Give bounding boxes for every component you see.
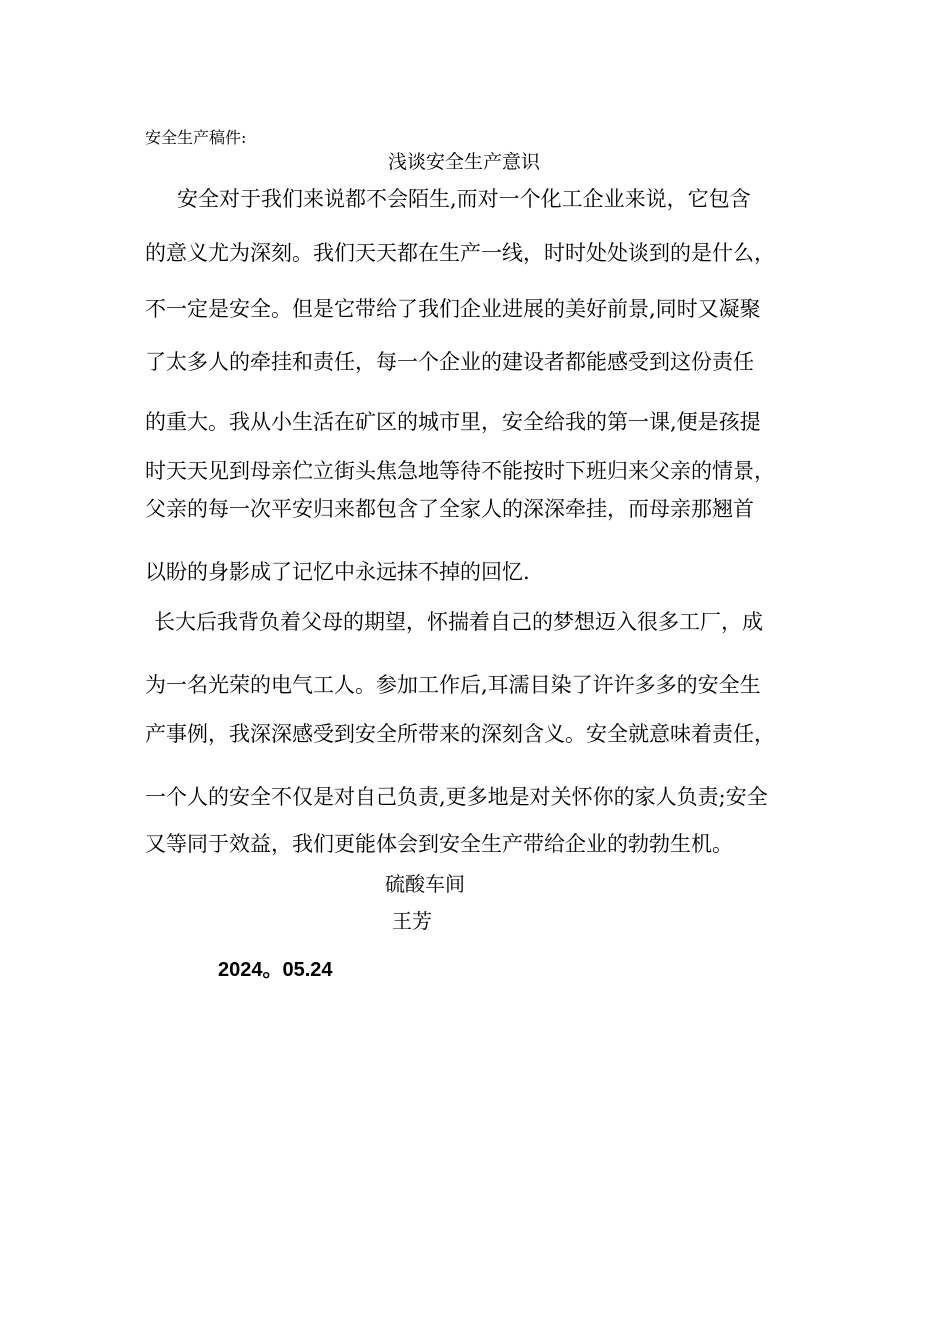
document-title: 浅谈安全生产意识 xyxy=(388,151,541,173)
document-label: 安全生产稿件: xyxy=(145,128,247,147)
paragraph-line: 不一定是安全。但是它带给了我们企业进展的美好前景,同时又凝聚 xyxy=(145,297,761,321)
paragraph-line: 以盼的身影成了记忆中永远抹不掉的回忆. xyxy=(145,560,530,584)
paragraph-line: 产事例，我深深感受到安全所带来的深刻含义。安全就意味着责任， xyxy=(145,722,775,746)
paragraph-line: 的重大。我从小生活在矿区的城市里，安全给我的第一课,便是孩提 xyxy=(145,410,761,434)
department-signature: 硫酸车间 xyxy=(385,872,465,896)
author-signature: 王芳 xyxy=(392,909,432,933)
paragraph-line: 安全对于我们来说都不会陌生,而对一个化工企业来说，它包含 xyxy=(177,187,751,211)
paragraph-line: 长大后我背负着父母的期望，怀揣着自己的梦想迈入很多工厂，成 xyxy=(154,610,763,634)
paragraph-line: 时天天见到母亲伫立街头焦急地等待不能按时下班归来父亲的情景， xyxy=(145,459,775,483)
paragraph-line: 为一名光荣的电气工人。参加工作后,耳濡目染了许许多多的安全生 xyxy=(145,673,761,697)
paragraph-line: 的意义尤为深刻。我们天天都在生产一线，时时处处谈到的是什么， xyxy=(145,241,775,265)
paragraph-line: 又等同于效益，我们更能体会到安全生产带给企业的勃勃生机。 xyxy=(145,832,733,856)
paragraph-line: 了太多人的牵挂和责任，每一个企业的建设者都能感受到这份责任 xyxy=(145,350,754,374)
paragraph-line: 一个人的安全不仅是对自己负责,更多地是对关怀你的家人负责;安全 xyxy=(145,785,768,809)
document-date: 2024。05.24 xyxy=(218,959,333,981)
paragraph-line: 父亲的每一次平安归来都包含了全家人的深深牵挂，而母亲那翘首 xyxy=(145,497,754,521)
